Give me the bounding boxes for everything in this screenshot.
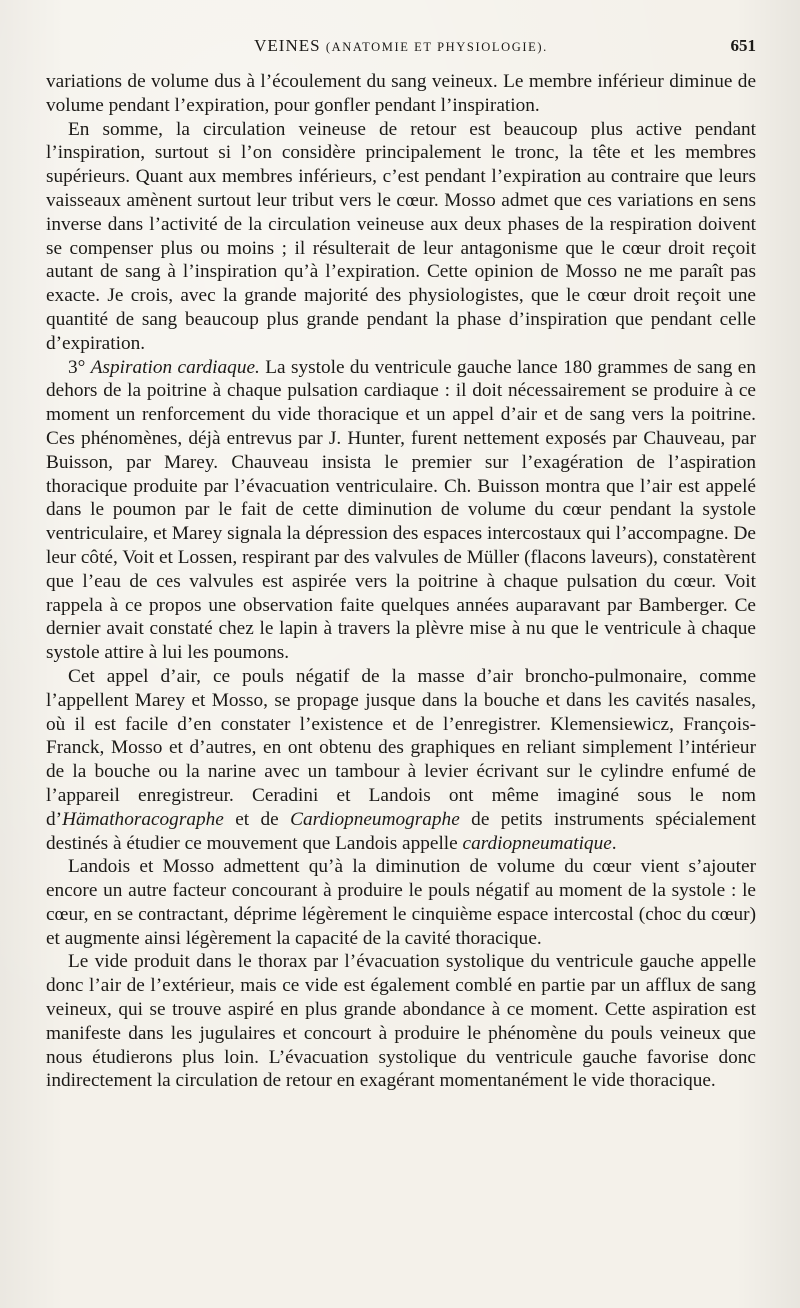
paragraph-text-segment: . [611,832,617,854]
running-title-main: VEINES [254,36,321,55]
paragraph-thoracic-vacuum: Le vide produit dans le thorax par l’évacuation systolique du ventricule gauche appelle donc l’air de l’extérieur, mais ce vide est également comblé en partie par un afflux de sang veineux, qui se trouve aspiré en plus grande abondance à ce moment. Cette aspiration est manifeste dans les jugulaires et concourt à produire le phénomène du pouls veineux que nous étudierons plus loin. L’évacuation systolique du ventricule gauche favorise donc indirectement la circulation de retour en exagérant momentanément le vide thoracique. [46,951,756,1092]
paragraph-circulation-summary: En somme, la circulation veineuse de retour est beaucoup plus active pendant l’inspiration, surtout si l’on considère principalement le tronc, la tête et les membres supérieurs. Quant aux membres inférieurs, c’est pendant l’expiration au contraire que leurs vaisseaux amènent surtout leur tribut vers le cœur. Mosso admet que ces variations en sens inverse dans l’activité de la circulation veineuse aux deux phases de la respiration doivent se compenser plus ou moins ; il résulterait de leur antagonisme que le cœur droit reçoit autant de sang à l’inspiration qu’à l’expiration. Cette opinion de Mosso ne me paraît pas exacte. Je crois, avec la grande majorité des physiologistes, que le cœur droit reçoit une quantité de sang beaucoup plus grande pendant la phase d’inspiration que pendant celle d’expiration. [46,118,756,354]
page-number: 651 [730,36,756,55]
paragraph-negative-pulse [46,665,756,855]
term-cardiopneumographe: Cardiopneumographe [290,808,460,830]
section-number: 3° [68,356,91,378]
paragraph-cardiac-aspiration [46,356,756,665]
term-cardiopneumatique: cardiopneumatique [462,832,612,854]
paragraph-text-segment: et de [223,808,291,830]
body-text [46,70,756,1093]
paragraph-landois-mosso: Landois et Mosso admettent qu’à la diminution de volume du cœur vient s’ajouter encore un autre facteur concourant à produire le pouls négatif au moment de la systole : le cœur, en se contractant, déprime légèrement le cinquième espace intercostal (choc du cœur) et augmente ainsi légèrement la capacité de la cavité thoracique. [46,856,756,949]
paragraph-text-segment: Cet appel d’air, ce pouls négatif de la masse d’air broncho-pulmonaire, comme l’appellent Marey et Mosso, se propage jusque dans la bouche et dans les cavités nasales, où il est facile d’en constater l’existence et de l’enregistrer. Klemensiewicz, François-Franck, Mosso et d’autres, en ont obtenu des graphiques en reliant simplement l’intérieur de la bouche ou la narine avec un tambour à levier écrivant sur le cylindre enfumé de l’appareil enregistreur. Ceradini et Landois ont même imaginé sous le nom d’ [46,665,756,830]
paragraph-continuation: variations de volume dus à l’écoulement du sang veineux. Le membre inférieur diminue de volume pendant l’expiration, pour gonfler pendant l’inspiration. [46,71,756,116]
paragraph-text-segment: de petits instruments spécialement destinés à étudier ce mouvement que Landois appelle [46,808,756,854]
section-body: La systole du ventricule gauche lance 180 grammes de sang en dehors de la poitrine à chaque pulsation cardiaque : il doit nécessairement se produire à ce moment un renforcement du vide thoracique et un appel d’air et de sang vers la poitrine. Ces phénomènes, déjà entrevus par J. Hunter, furent nettement exposés par Chauveau, par Buisson, par Marey. Chauveau insista le premier sur l’exagération de l’aspiration thoracique produite par l’évacuation ventriculaire. Ch. Buisson montra que l’air est appelé dans le poumon par le fait de cette diminution de volume du cœur pendant la systole ventriculaire, et Marey signala la dépression des espaces intercostaux qui l’accompagne. De leur côté, Voit et Lossen, respirant par des valvules de Müller (flacons laveurs), constatèrent que l’eau de ces valvules est aspirée vers la poitrine à chaque pulsation du cœur. Voit rappela à ce propos une observation faite quelques années auparavant par Bamberger. Ce dernier avait constaté chez le lapin à travers la plèvre mise à nu que le ventricule à chaque systole attire à lui les poumons. [46,356,756,664]
section-heading: Aspiration cardiaque. [90,356,260,378]
running-title [46,33,756,60]
running-header [46,33,756,59]
term-hamathoracographe: Hämathoracographe [62,808,224,830]
running-title-subtitle: (ANATOMIE ET PHYSIOLOGIE). [325,40,548,54]
